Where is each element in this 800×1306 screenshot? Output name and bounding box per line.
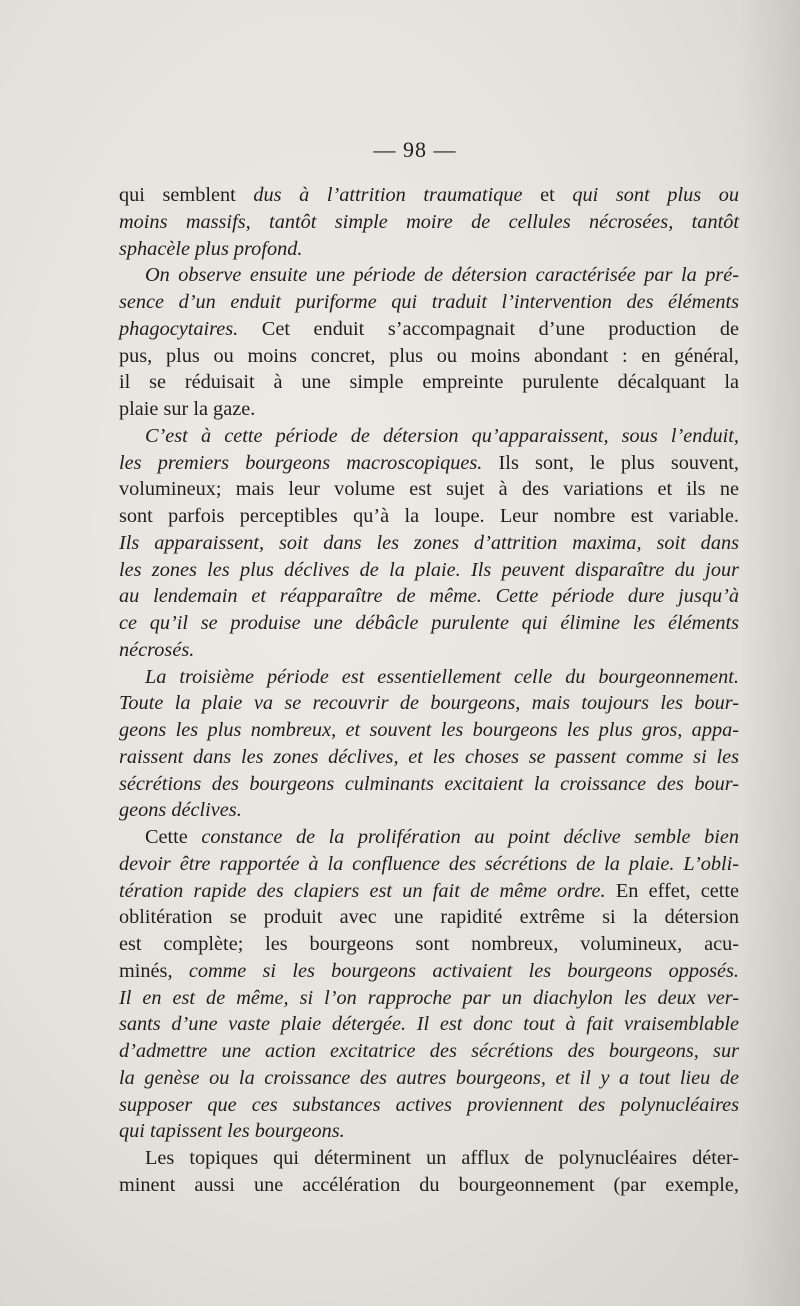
text-line-content xyxy=(119,371,739,393)
italic-text: les premiers bourgeons macroscopiques. xyxy=(119,451,483,474)
text-line-content xyxy=(119,773,739,795)
text-line-content xyxy=(119,639,194,661)
roman-text: qui semblent xyxy=(119,184,254,206)
italic-text: nécrosés. xyxy=(119,638,195,661)
text-line xyxy=(119,717,739,744)
text-line xyxy=(119,450,739,477)
text-line-content xyxy=(119,799,242,821)
text-line-content xyxy=(119,719,739,741)
text-line xyxy=(119,530,739,557)
page-number: — 98 — xyxy=(373,137,457,162)
text-line xyxy=(119,316,739,343)
roman-text: Ils sont, le plus souvent, xyxy=(482,451,739,474)
text-line xyxy=(119,1092,739,1119)
text-line xyxy=(119,262,739,289)
text-line-content xyxy=(119,853,739,875)
text-line xyxy=(119,209,739,236)
text-line xyxy=(119,557,739,584)
text-line-content xyxy=(145,425,739,447)
page-edge-shadow xyxy=(740,0,800,1306)
roman-text: oblitération se produit avec une rapidité extrême si la détersion xyxy=(119,906,739,929)
text-line xyxy=(119,369,739,396)
text-line xyxy=(119,664,739,691)
roman-text: En effet, cette xyxy=(605,879,739,902)
roman-text: plaie sur la gaze. xyxy=(119,398,256,420)
text-line xyxy=(119,503,739,530)
text-line-content xyxy=(119,1174,739,1196)
text-line-content xyxy=(119,1120,345,1142)
text-line xyxy=(119,1172,739,1199)
text-line xyxy=(119,958,739,985)
text-line-content xyxy=(119,184,739,206)
italic-text: tération rapide des clapiers est un fait de même ordre. xyxy=(119,879,606,902)
roman-text: et xyxy=(522,184,573,206)
text-line-content xyxy=(119,211,739,233)
roman-text: minés, xyxy=(119,959,189,982)
roman-text: est complète; les bourgeons sont nombreux, volumineux, acu- xyxy=(119,933,739,955)
text-line xyxy=(119,931,739,958)
italic-text: sants d’une vaste plaie détergée. Il est donc tout à fait vraisemblable xyxy=(119,1013,739,1036)
text-line-content xyxy=(119,612,739,634)
text-line xyxy=(119,985,739,1012)
text-line xyxy=(119,610,739,637)
italic-text: On observe ensuite une période de détersion caractérisée par la pré- xyxy=(145,264,739,287)
italic-text: Toute la plaie va se recouvrir de bourgeons, mais toujours les bour- xyxy=(119,692,739,715)
text-line-content xyxy=(119,318,739,340)
text-line-content xyxy=(119,746,739,768)
text-line xyxy=(119,904,739,931)
text-line xyxy=(119,583,739,610)
text-line-content xyxy=(145,826,739,848)
text-line-content xyxy=(145,1147,739,1169)
italic-text: geons déclives. xyxy=(119,799,242,822)
text-line xyxy=(119,1038,739,1065)
italic-text: raissent dans les zones déclives, et les choses se passent comme si les xyxy=(119,745,739,768)
italic-text: Ils apparaissent, soit dans les zones d’attrition maxima, soit dans xyxy=(119,531,739,554)
text-line-content xyxy=(119,1040,739,1062)
text-line xyxy=(119,824,739,851)
text-line xyxy=(119,771,739,798)
text-line-content xyxy=(119,452,739,474)
text-line-content xyxy=(119,291,739,313)
text-line-content xyxy=(119,478,739,500)
text-line xyxy=(119,1118,739,1145)
italic-text: geons les plus nombreux, et souvent les bourgeons les plus gros, appa- xyxy=(119,719,739,741)
text-line-content xyxy=(119,559,739,581)
text-line-content xyxy=(119,960,739,982)
italic-text: les zones les plus déclives de la plaie. Ils peuvent disparaître du jour xyxy=(119,558,739,581)
text-line xyxy=(119,343,739,370)
text-line xyxy=(119,1145,739,1172)
italic-text: sphacèle plus profond. xyxy=(119,237,303,260)
text-line xyxy=(119,744,739,771)
roman-text: sont parfois perceptibles qu’à la loupe. Leur nombre est variable. xyxy=(119,505,739,527)
italic-text: comme si les bourgeons activaient les bourgeons opposés. xyxy=(188,959,739,982)
text-line xyxy=(119,236,739,263)
text-line xyxy=(119,476,739,503)
text-line-content xyxy=(145,264,739,286)
text-line-content xyxy=(119,987,739,1009)
text-line-content xyxy=(119,880,739,902)
text-line xyxy=(119,182,739,209)
text-line-content xyxy=(119,692,739,714)
italic-text: sence d’un enduit puriforme qui traduit l’intervention des éléments xyxy=(119,291,739,313)
text-line xyxy=(119,289,739,316)
text-line-content xyxy=(119,238,302,260)
italic-text: sécrétions des bourgeons culminants excitaient la croissance des bour- xyxy=(119,772,739,795)
text-line-content xyxy=(119,398,255,420)
text-line xyxy=(119,797,739,824)
text-line-content xyxy=(119,1067,739,1089)
text-line xyxy=(119,878,739,905)
text-line xyxy=(119,423,739,450)
text-line xyxy=(119,396,739,423)
text-line-content xyxy=(119,906,739,928)
roman-text: minent aussi une accélération du bourgeonnement (par exemple, xyxy=(119,1173,739,1196)
text-line xyxy=(119,690,739,717)
italic-text: moins massifs, tantôt simple moire de cellules nécrosées, tantôt xyxy=(119,210,739,233)
text-line-content xyxy=(119,585,739,607)
italic-text: qui sont plus ou xyxy=(572,184,740,206)
body-text xyxy=(119,182,739,1199)
italic-text: constance de la prolifération au point déclive semble bien xyxy=(201,826,739,848)
text-line-content xyxy=(119,1094,739,1116)
italic-text: Il en est de même, si l’on rapproche par un diachylon les deux ver- xyxy=(119,986,739,1009)
text-line xyxy=(119,637,739,664)
italic-text: supposer que ces substances actives proviennent des polynucléaires xyxy=(119,1093,739,1116)
italic-text: au lendemain et réapparaître de même. Cette période dure jusqu’à xyxy=(119,585,739,608)
text-line xyxy=(119,851,739,878)
italic-text: phagocytaires. xyxy=(119,317,239,340)
italic-text: qui tapissent les bourgeons. xyxy=(119,1120,345,1143)
text-line xyxy=(119,1065,739,1092)
text-line-content xyxy=(145,666,739,688)
italic-text: d’admettre une action excitatrice des sécrétions des bourgeons, sur xyxy=(119,1040,739,1062)
text-line xyxy=(119,1011,739,1038)
italic-text: devoir être rapportée à la confluence des sécrétions de la plaie. L’obli- xyxy=(119,852,739,875)
roman-text: volumineux; mais leur volume est sujet à des variations et ils ne xyxy=(119,478,739,501)
italic-text: ce qu’il se produise une débâcle purulente qui élimine les éléments xyxy=(119,612,739,634)
text-line-content xyxy=(119,345,739,367)
text-line-content xyxy=(119,532,739,554)
text-line-content xyxy=(119,1013,739,1035)
roman-text: pus, plus ou moins concret, plus ou moins abondant : en général, xyxy=(119,344,739,367)
roman-text: Les topiques qui déterminent un afflux de polynucléaires déter- xyxy=(145,1147,739,1169)
italic-text: la genèse ou la croissance des autres bourgeons, et il y a tout lieu de xyxy=(119,1066,739,1089)
roman-text: Cet enduit s’accompagnait d’une production de xyxy=(238,317,739,340)
roman-text: il se réduisait à une simple empreinte purulente décalquant la xyxy=(119,371,739,394)
text-line-content xyxy=(119,933,739,955)
roman-text: Cette xyxy=(145,826,202,848)
italic-text: dus à l’attrition traumatique xyxy=(253,184,523,206)
italic-text: La troisième période est essentiellement celle du bourgeonnement. xyxy=(145,665,739,688)
text-line-content xyxy=(119,505,739,527)
italic-text: C’est à cette période de détersion qu’apparaissent, sous l’enduit, xyxy=(145,424,739,447)
